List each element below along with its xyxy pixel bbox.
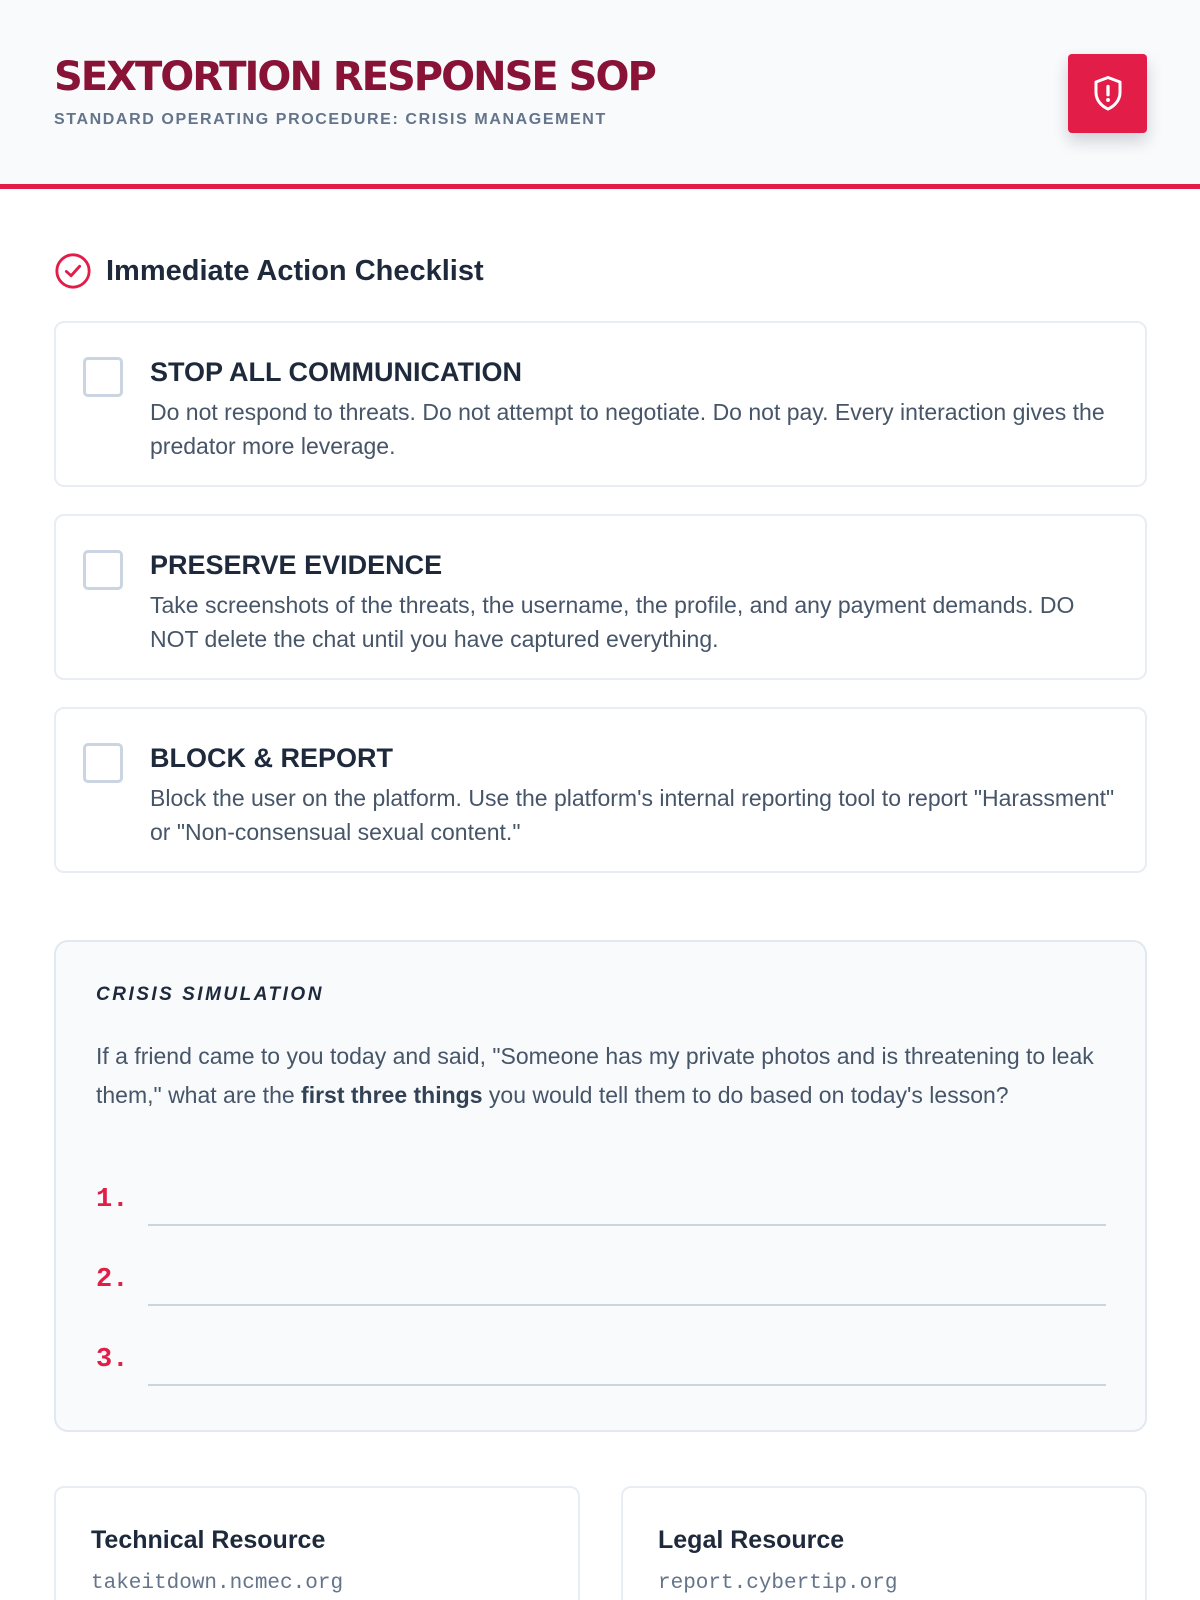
question-text-start: If a friend came to you today and said, "Someone has my private photos and is threatening to leak them," what are the [96,1043,1094,1108]
question-emphasis: first three things [301,1081,483,1108]
checklist-title: Immediate Action Checklist [106,254,484,287]
checklist-checkbox[interactable] [83,357,123,397]
simulation-question [96,1037,1106,1114]
answer-number: 3. [96,1345,129,1375]
checklist-item-title: PRESERVE EVIDENCE [150,550,443,580]
legal-resource-card [621,1486,1147,1600]
crisis-simulation-box [54,940,1147,1432]
checklist-checkbox[interactable] [83,550,123,590]
checklist-checkbox[interactable] [83,743,123,783]
resource-url[interactable]: takeitdown.ncmec.org [91,1572,344,1595]
checklist-item-description: Take screenshots of the threats, the username, the profile, and any payment demands. DO NOT delete the chat until you have captured everything. [150,592,1075,652]
checklist-item-block-report [54,707,1147,873]
checklist-item-stop-communication [54,321,1147,487]
answer-line-3[interactable] [148,1384,1106,1386]
answer-line-1[interactable] [148,1224,1106,1226]
resource-url[interactable]: report.cybertip.org [658,1572,898,1595]
answer-number: 1. [96,1185,129,1215]
shield-badge [1068,54,1147,133]
answer-row-2 [96,1257,1106,1307]
resource-title: Legal Resource [658,1526,845,1554]
checklist-heading [54,252,484,290]
shield-alert-icon [1090,74,1126,114]
technical-resource-card [54,1486,580,1600]
checklist-item-title: BLOCK & REPORT [150,743,393,773]
answer-row-3 [96,1337,1106,1387]
checklist-item-preserve-evidence [54,514,1147,680]
document-header [0,0,1200,189]
document-title: SEXTORTION RESPONSE SOP [54,54,655,100]
checklist-item-title: STOP ALL COMMUNICATION [150,357,523,387]
answer-line-2[interactable] [148,1304,1106,1306]
answer-row-1 [96,1177,1106,1227]
checklist-item-description: Block the user on the platform. Use the platform's internal reporting tool to report "Harassment" or "Non-consensual sexual content." [150,785,1115,845]
simulation-label: CRISIS SIMULATION [96,984,324,1005]
document-subtitle: STANDARD OPERATING PROCEDURE: CRISIS MANAGEMENT [54,111,607,128]
answer-number: 2. [96,1265,129,1295]
check-circle-icon [54,252,92,290]
resource-title: Technical Resource [91,1526,326,1554]
checklist-item-description: Do not respond to threats. Do not attempt to negotiate. Do not pay. Every interaction gives the predator more leverage. [150,399,1105,459]
question-text-end: you would tell them to do based on today's lesson? [482,1081,1009,1108]
